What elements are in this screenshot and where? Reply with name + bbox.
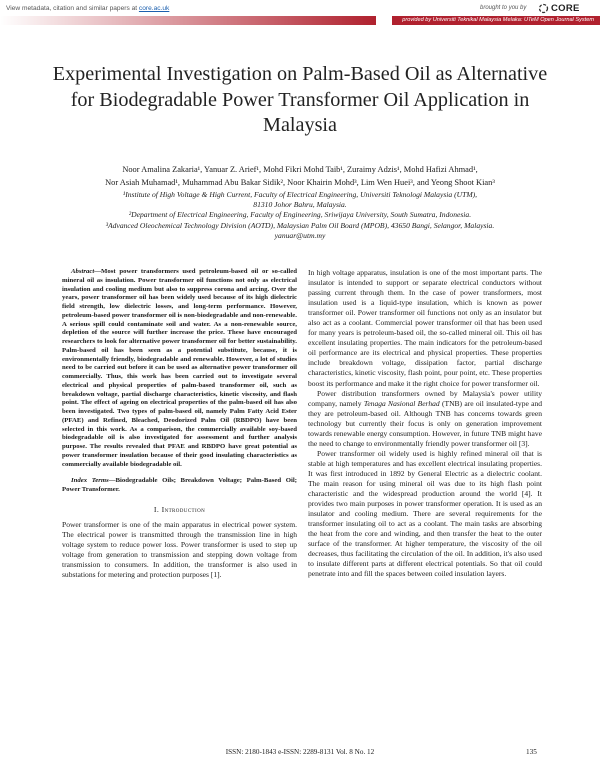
author-list bbox=[30, 164, 570, 189]
footer-issn: ISSN: 2180-1843 e-ISSN: 2289-8131 Vol. 8 No. 12 bbox=[225, 748, 375, 756]
company-name-emphasis: Tenaga Nasional Berhad bbox=[363, 398, 440, 408]
authors-line-2: Nor Asiah Muhamad¹, Muhammad Abu Bakar Sidik², Noor Khairin Mohd³, Lim Wen Huei³, and Yeong Shoot Kian³ bbox=[105, 177, 495, 187]
core-metadata-label: View metadata, citation and similar papers at bbox=[6, 5, 139, 12]
affiliations bbox=[40, 190, 560, 241]
affiliation-1: ¹Institute of High Voltage & High Current, Faculty of Electrical Engineering, Universiti Teknologi Malaysia (UTM), bbox=[122, 190, 478, 199]
core-logo[interactable] bbox=[538, 1, 580, 15]
abstract-text: Most power transformers used petroleum-based oil or so-called mineral oil as insulation. Power transformer oil functions not only as electrical insulation and cooling medium but also to suppress corona and arcing. Over the years, power transformer oil has been widely used because of its high dielectric field strength, low dielectric losses, and long-term performance. However, petroleum-based power transformer oil is non-biodegradable and non-renewable. A serious spill could contaminate soil and water. As a non-renewable source, depletion of the source will further increase the price. These have encouraged researchers to look for alternative power transformer oil for better sustainability. Palm-based oil has been seen as a potential substitute, because, it is environmentally friendly, biodegradable and renewable. However, a lot of studies need to be carried out before it can be used as alternative power transformer oil commercially. Thus, this work has been carried out to investigate several electrical and physical properties of palm-based transformer oil, such as breakdown voltage, partial discharge characteristics, kinetic viscosity, and flash point. The effect of ageing on electrical properties of the palm-based oil has also been investigated. Two types of palm-based oil, namely Palm Fatty Acid Ester (PFAE) and Refined, Bleached, Deodorized Palm Oil (RBDPO) have been selected in this work. As a comparison, the commercially available soy-based biodegradable oil is also investigated for assessment and further analysis purpose. The results revealed that PFAE and RBDPO have great potential as power transformer insulation because of their good insulating characteristics as commercially available biodegradable oil. bbox=[62, 268, 297, 468]
core-metadata-text bbox=[6, 5, 169, 12]
index-terms-text: —Biodegradable Oils; Breakdown Voltage; Palm-Based Oil; Power Transformer. bbox=[62, 477, 297, 493]
right-paragraph-2 bbox=[308, 389, 542, 449]
left-column bbox=[62, 268, 297, 580]
affiliation-3: ³Advanced Oleochemical Technology Division (AOTD), Malaysian Palm Oil Board (MPOB), 43650 Bangi, Selangor, Malaysia. bbox=[105, 220, 495, 230]
paper-title: Experimental Investigation on Palm-Based Oil as Alternative for Biodegradable Power Transformer Oil Application in Malaysia bbox=[52, 63, 548, 136]
index-terms bbox=[62, 477, 297, 495]
core-brought-by: brought to you by bbox=[480, 5, 527, 11]
core-logo-text: CORE bbox=[551, 2, 580, 14]
core-logo-icon bbox=[538, 3, 549, 14]
core-banner bbox=[0, 0, 600, 28]
authors-line-1: Noor Amalina Zakaria¹, Yanuar Z. Arief¹, Mohd Fikri Mohd Taib¹, Zuraimy Adzis¹, Mohd Hafizi Ahmad¹, bbox=[122, 165, 478, 174]
affiliation-2: ²Department of Electrical Engineering, Faculty of Engineering, Sriwijaya University, South Sumatra, Indonesia. bbox=[128, 210, 472, 220]
right-paragraph-2-post: (TNB) are oil insulated-type and they are petroleum-based oil. Although TNB has concerns towards green technology but currently their focus is only on generation improvement towards renewable energy consumption. However, in future TNB might have the need to change to environmentally friendly power transformer oil [3]. bbox=[308, 398, 542, 448]
core-link[interactable]: core.ac.uk bbox=[138, 5, 170, 12]
core-provided-by[interactable]: provided by Universiti Teknikal Malaysia Melaka: UTeM Open Journal System bbox=[392, 16, 600, 25]
intro-paragraph-1: Power transformer is one of the main apparatus in electrical power system. The electrical power is transmitted through the transmission line in high voltage system to reduce power loss. Power transformer is used to step up voltage from generation to transmission and stepping down voltage from transmission to consumers. In addition, the transformer is also used in substations for metering and protection purposes [1]. bbox=[62, 519, 297, 579]
right-paragraph-3: Power transformer oil widely used is highly refined mineral oil that is stable at high temperatures and has excellent electrical insulating properties. It was first introduced in 1892 by General Electric as a dielectric coolant. The main reason for using mineral oil was due to its high flash point characteristic and the widespread production around the world [4]. It provides two main purposes in power transformer operation. It is used as an insulator and cooling medium. There are several requirements for the transformer insulating oil to act as a coolant. The main tasks are absorbing the heat from the core and winding, and then transfer the heat to the outer surface of the transformer. At higher temperature, the viscosity of the oil decreases, thus facilitating the circulation of the oil. In addition, it's also used to insulate different parts at different electrical potentials. So that oil could penetrate into and fill the spaces between coiled insulation layers. bbox=[308, 448, 542, 579]
right-paragraph-1: In high voltage apparatus, insulation is one of the most important parts. The insulator is intended to support or separate electrical conductors without passing current through them. In the case of power transformers, most insulation used is a liquid-type insulation, which is known as power transformer oil. Power transformer oil functions not only as an insulator but also act as a coolant. Commercial power transformer oil that has been used for many years is petroleum-based oil, the so-called mineral oil. This oil has excellent insulating properties. The main indicators for the petroleum-based oil performance are its electrical and physical properties. These properties include breakdown voltage, dissipation factor, partial discharge characteristics, kinetic viscosity, flash point, pour point, etc. These properties boost its performance and make it the right choice for power transformer oil. bbox=[308, 268, 542, 388]
abstract-lead: Abstract— bbox=[71, 268, 102, 275]
right-paragraph-2-pre: Power distribution transformers owned by Malaysia's power utility company, namely bbox=[308, 388, 542, 408]
affiliation-1-address: 81310 Johor Bahru, Malaysia. bbox=[253, 200, 347, 210]
section-heading-introduction: I. Introduction bbox=[153, 504, 206, 514]
abstract bbox=[62, 268, 297, 469]
index-terms-lead: Index Terms bbox=[71, 477, 109, 485]
contact-email[interactable]: yanuar@utm.my bbox=[274, 230, 326, 240]
core-provided-fade bbox=[0, 16, 376, 25]
right-column bbox=[308, 268, 542, 579]
page-number: 135 bbox=[526, 748, 537, 756]
